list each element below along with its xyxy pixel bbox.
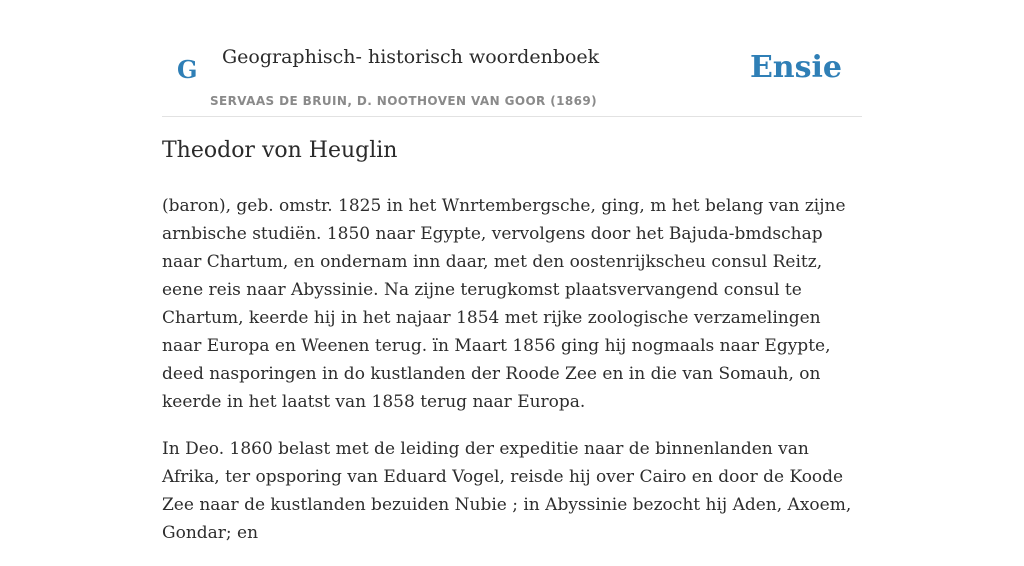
entry-paragraph: (baron), geb. omstr. 1825 in het Wnrtembergsche, ging, m het belang van zijne arnbische studiën. 1850 naar Egypte, vervolgens door het Bajuda-bmdschap naar Chartum, en ondernam inn daar, met den oostenrijkscheu consul Reitz, eene reis naar Abyssinie. Na zijne terugkomst plaatsvervangend consul te Chartum, keerde hij in het najaar 1854 met rijke zoologische verzamelingen naar Europa en Weenen terug. ïn Maart 1856 ging hij nogmaals naar Egypte, deed nasporingen in do kustlanden der Roode Zee en in die van Somauh, on keerde in het laatst van 1858 terug naar Europa. [162, 196, 846, 412]
book-letter-link[interactable]: G [177, 55, 198, 84]
book-title: Geographisch- historisch woordenboek [222, 46, 600, 68]
entry-title: Theodor von Heuglin [162, 138, 398, 163]
entry-body [162, 192, 862, 566]
book-author: SERVAAS DE BRUIN, D. NOOTHOVEN VAN GOOR (1869) [210, 94, 598, 108]
entry-paragraph: In Deo. 1860 belast met de leiding der expeditie naar de binnenlanden van Afrika, ter opsporing van Eduard Vogel, reisde hij over Cairo en door de Koode Zee naar de kustlanden bezuiden Nubie ; in Abyssinie bezocht hij Aden, Axoem, Gondar; en [162, 439, 852, 543]
book-header [162, 30, 862, 117]
brand-logo[interactable]: Ensie [749, 50, 842, 85]
